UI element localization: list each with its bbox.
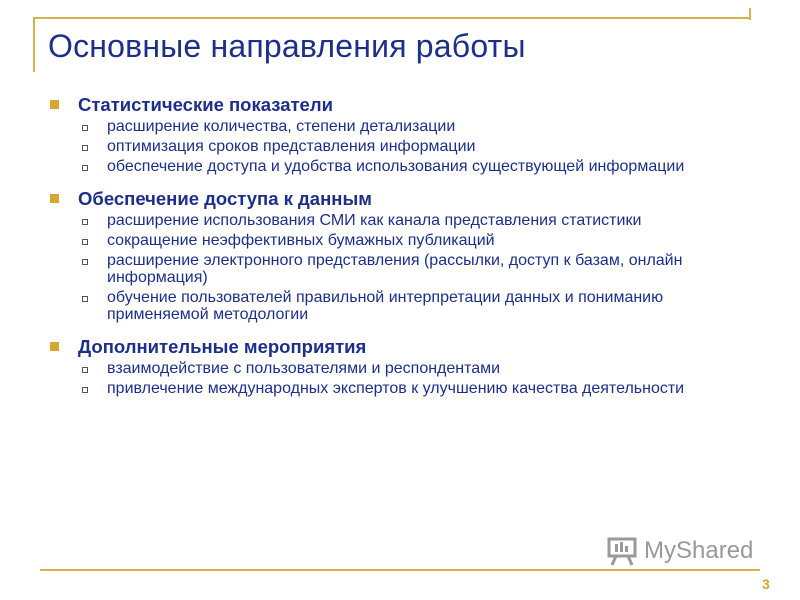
open-square-bullet-icon: [82, 125, 88, 131]
content-area: [50, 94, 730, 410]
list-item-text: обеспечение доступа и удобства использования существующей информации: [107, 158, 685, 175]
frame-line-top: [33, 17, 751, 19]
open-square-bullet-icon: [82, 367, 88, 373]
open-square-bullet-icon: [82, 219, 88, 225]
open-square-bullet-icon: [82, 387, 88, 393]
section-title: Статистические показатели: [78, 94, 333, 115]
list-item: [82, 158, 730, 175]
list-item-text: расширение использования СМИ как канала представления статистики: [107, 212, 642, 229]
open-square-bullet-icon: [82, 239, 88, 245]
list-item: [82, 138, 730, 155]
frame-line-right: [749, 8, 751, 20]
slide-title: Основные направления работы: [48, 28, 526, 64]
watermark-logo: [606, 536, 753, 566]
open-square-bullet-icon: [82, 259, 88, 265]
list-item-text: расширение электронного представления (рассылки, доступ к базам, онлайн информация): [107, 252, 683, 286]
presentation-board-icon: [606, 536, 638, 566]
list-item: [82, 232, 730, 249]
list-item: [82, 380, 730, 397]
list-item-text: обучение пользователей правильной интерпретации данных и пониманию применяемой методологии: [107, 289, 664, 323]
list-item: [82, 360, 730, 377]
watermark-text: MyShared: [644, 537, 754, 564]
open-square-bullet-icon: [82, 145, 88, 151]
section: [50, 336, 730, 397]
section-title: Обеспечение доступа к данным: [78, 188, 372, 209]
frame-line-bottom: [40, 569, 760, 571]
page-number: 3: [762, 576, 770, 592]
section: [50, 188, 730, 323]
list-item-text: сокращение неэффективных бумажных публикаций: [107, 232, 495, 249]
list-item: [82, 118, 730, 135]
square-bullet-icon: [50, 194, 59, 203]
open-square-bullet-icon: [82, 165, 88, 171]
list-item-text: взаимодействие с пользователями и респондентами: [107, 360, 501, 377]
square-bullet-icon: [50, 342, 59, 351]
open-square-bullet-icon: [82, 296, 88, 302]
list-item-text: расширение количества, степени детализации: [107, 118, 456, 135]
frame-line-left: [33, 17, 35, 72]
section-title: Дополнительные мероприятия: [78, 336, 367, 357]
list-item-text: оптимизация сроков представления информации: [107, 138, 476, 155]
list-item: [82, 289, 730, 323]
list-item: [82, 252, 730, 286]
list-item-text: привлечение международных экспертов к улучшению качества деятельности: [107, 380, 685, 397]
section: [50, 94, 730, 175]
list-item: [82, 212, 730, 229]
square-bullet-icon: [50, 100, 59, 109]
